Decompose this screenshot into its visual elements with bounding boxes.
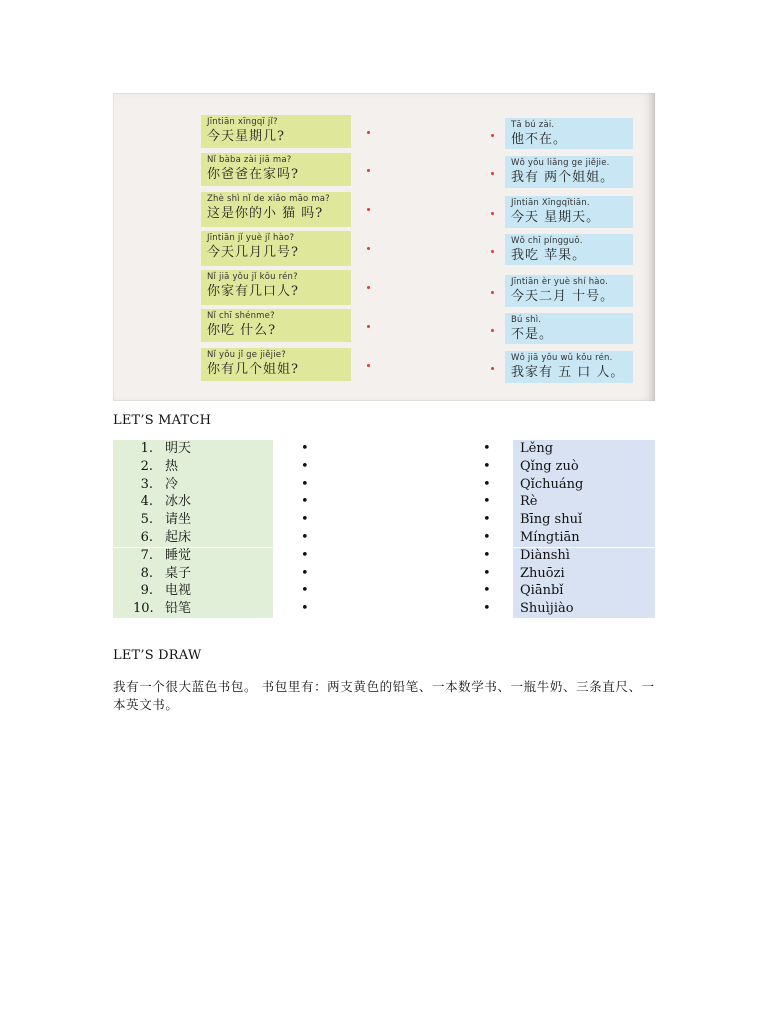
item-chinese: 冰水 bbox=[165, 494, 192, 510]
match-dot bbox=[491, 134, 494, 137]
left-bullet: • bbox=[301, 458, 309, 474]
match-dot bbox=[367, 286, 370, 289]
question-chinese: 你爸爸在家吗? bbox=[207, 167, 299, 182]
match-dot bbox=[491, 367, 494, 370]
right-bullet: • bbox=[483, 476, 491, 492]
draw-heading: LET’S DRAW bbox=[113, 648, 202, 663]
match-dot bbox=[367, 208, 370, 211]
answer-chinese: 我家有 五 口 人。 bbox=[511, 365, 625, 380]
match-table bbox=[113, 440, 655, 618]
answer-card bbox=[505, 234, 633, 265]
textbook-scan-image bbox=[113, 93, 655, 401]
item-chinese: 明天 bbox=[165, 441, 192, 456]
item-chinese: 冷 bbox=[165, 476, 179, 492]
question-chinese: 你家有几口人? bbox=[207, 284, 299, 299]
match-dot bbox=[367, 131, 370, 134]
question-card bbox=[201, 348, 351, 381]
item-chinese: 请坐 bbox=[165, 512, 192, 528]
item-number: 2. bbox=[140, 458, 153, 474]
left-bullet: • bbox=[301, 530, 309, 545]
left-bullet: • bbox=[301, 512, 309, 528]
question-chinese: 你吃 什么? bbox=[207, 323, 277, 338]
answer-chinese: 不是。 bbox=[511, 327, 554, 342]
item-pinyin: Qiānbǐ bbox=[520, 583, 564, 599]
match-dot bbox=[367, 364, 370, 367]
answer-pinyin: Wǒ yǒu liǎng ge jiějie. bbox=[511, 158, 610, 168]
answer-chinese: 他不在。 bbox=[511, 132, 568, 147]
answer-chinese: 今天二月 十号。 bbox=[511, 289, 615, 304]
answer-pinyin: Jīntiān èr yuè shí hào. bbox=[511, 277, 608, 287]
question-pinyin: Nǐ bàba zài jiā ma? bbox=[207, 155, 292, 165]
left-bullet: • bbox=[301, 476, 309, 492]
right-bullet: • bbox=[483, 512, 491, 528]
right-bullet: • bbox=[483, 494, 491, 510]
item-number: 1. bbox=[140, 441, 153, 456]
item-pinyin: Shuìjiào bbox=[520, 601, 574, 617]
answer-chinese: 今天 星期天。 bbox=[511, 210, 601, 225]
match-row bbox=[113, 458, 655, 476]
match-row bbox=[113, 529, 655, 547]
right-bullet: • bbox=[483, 583, 491, 599]
item-pinyin: Rè bbox=[520, 494, 538, 510]
question-card bbox=[201, 192, 351, 227]
right-bullet: • bbox=[483, 530, 491, 545]
answer-card bbox=[505, 351, 633, 383]
answer-card bbox=[505, 196, 633, 228]
answer-pinyin: Jīntiān Xīngqītiān. bbox=[511, 198, 590, 208]
question-card bbox=[201, 270, 351, 305]
question-pinyin: Nǐ jiā yǒu jǐ kǒu rén? bbox=[207, 272, 298, 282]
item-number: 8. bbox=[140, 565, 153, 581]
question-pinyin: Jīntiān jǐ yuè jǐ hào? bbox=[207, 233, 295, 243]
answer-card bbox=[505, 118, 633, 149]
item-pinyin: Diànshì bbox=[520, 547, 570, 563]
match-dot bbox=[367, 325, 370, 328]
right-bullet: • bbox=[483, 441, 491, 456]
match-dot bbox=[491, 172, 494, 175]
match-row bbox=[113, 565, 655, 583]
match-row bbox=[113, 493, 655, 511]
question-chinese: 你有几个姐姐? bbox=[207, 362, 299, 377]
item-chinese: 起床 bbox=[165, 530, 192, 545]
right-bullet: • bbox=[483, 458, 491, 474]
match-heading: LET’S MATCH bbox=[113, 413, 212, 428]
answer-card bbox=[505, 313, 633, 344]
item-pinyin: Míngtiān bbox=[520, 530, 580, 545]
left-bullet: • bbox=[301, 565, 309, 581]
question-card bbox=[201, 153, 351, 186]
left-bullet: • bbox=[301, 547, 309, 563]
question-pinyin: Zhè shì nǐ de xiǎo māo ma? bbox=[207, 194, 330, 204]
item-number: 3. bbox=[140, 476, 153, 492]
item-chinese: 铅笔 bbox=[165, 601, 192, 617]
question-card bbox=[201, 115, 351, 148]
answer-card bbox=[505, 156, 633, 188]
match-row bbox=[113, 440, 655, 458]
item-number: 5. bbox=[140, 512, 153, 528]
item-pinyin: Qǐchuáng bbox=[520, 476, 584, 492]
question-pinyin: Nǐ chī shénme? bbox=[207, 311, 275, 321]
answer-chinese: 我吃 苹果。 bbox=[511, 248, 587, 263]
item-number: 4. bbox=[140, 494, 153, 510]
item-pinyin: Zhuōzi bbox=[520, 565, 565, 581]
item-chinese: 热 bbox=[165, 458, 179, 474]
right-bullet: • bbox=[483, 547, 491, 563]
match-dot bbox=[491, 250, 494, 253]
match-row bbox=[113, 511, 655, 529]
answer-pinyin: Wǒ jiā yǒu wǔ kǒu rén. bbox=[511, 353, 613, 363]
match-dot bbox=[367, 169, 370, 172]
question-pinyin: Nǐ yǒu jǐ ge jiějie? bbox=[207, 350, 286, 360]
right-bullet: • bbox=[483, 565, 491, 581]
draw-description: 我有一个很大蓝色书包。 书包里有：两支黄色的铅笔、一本数学书、一瓶牛奶、三条直尺、一本英文书。 bbox=[113, 679, 655, 712]
left-bullet: • bbox=[301, 583, 309, 599]
item-chinese: 睡觉 bbox=[165, 547, 192, 563]
match-dot bbox=[491, 212, 494, 215]
answer-pinyin: Bú shì. bbox=[511, 315, 542, 325]
item-number: 6. bbox=[140, 530, 153, 545]
match-row bbox=[113, 582, 655, 600]
match-dot bbox=[491, 329, 494, 332]
left-bullet: • bbox=[301, 441, 309, 456]
answer-pinyin: Wǒ chī píngguǒ. bbox=[511, 236, 583, 246]
answer-chinese: 我有 两个姐姐。 bbox=[511, 170, 615, 185]
item-pinyin: Bīng shuǐ bbox=[520, 512, 583, 528]
question-chinese: 今天星期几? bbox=[207, 129, 285, 144]
left-bullet: • bbox=[301, 601, 309, 617]
match-dot bbox=[491, 291, 494, 294]
answer-pinyin: Tā bú zài. bbox=[511, 120, 555, 130]
item-number: 7. bbox=[140, 547, 153, 563]
match-row bbox=[113, 600, 655, 618]
item-number: 10. bbox=[133, 601, 154, 617]
match-row bbox=[113, 547, 655, 565]
answer-card bbox=[505, 275, 633, 307]
match-dot bbox=[367, 247, 370, 250]
match-row bbox=[113, 476, 655, 494]
question-pinyin: Jīntiān xīngqī jǐ? bbox=[207, 117, 278, 127]
question-card bbox=[201, 231, 351, 266]
left-bullet: • bbox=[301, 494, 309, 510]
item-chinese: 桌子 bbox=[165, 565, 192, 581]
item-pinyin: Lěng bbox=[520, 441, 554, 456]
right-bullet: • bbox=[483, 601, 491, 617]
item-pinyin: Qǐng zuò bbox=[520, 458, 579, 474]
question-chinese: 今天几月几号? bbox=[207, 245, 299, 260]
question-card bbox=[201, 309, 351, 342]
item-number: 9. bbox=[140, 583, 153, 599]
question-chinese: 这是你的小 猫 吗? bbox=[207, 206, 324, 221]
item-chinese: 电视 bbox=[165, 583, 192, 599]
